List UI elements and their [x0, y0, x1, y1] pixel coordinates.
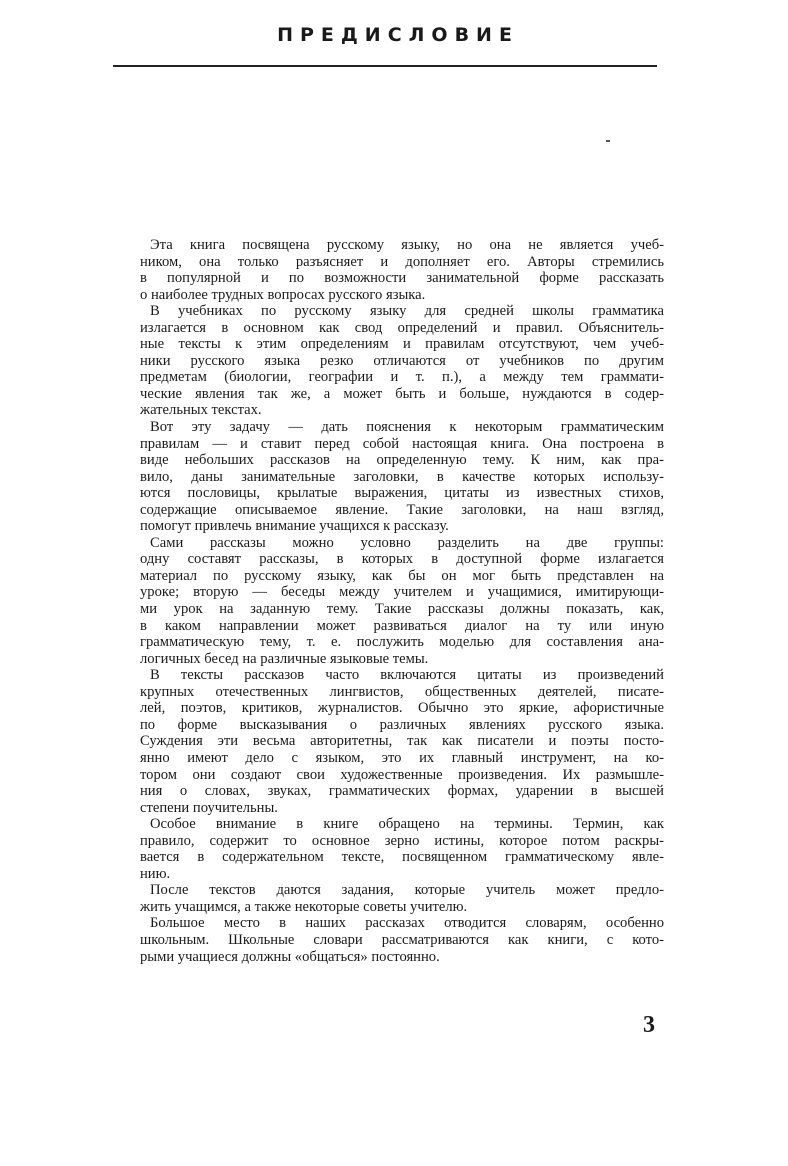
text-line: Сами рассказы можно условно разделить на две группы: [150, 534, 664, 551]
text-line: ются пословицы, крылатые выражения, цитаты из известных стихов, [140, 485, 664, 502]
text-line: содержащие описываемое явление. Такие заголовки, на наш взгляд, [140, 501, 664, 518]
text-line: степени поучительны. [140, 799, 278, 816]
text-line: рыми учащиеся должны «общаться» постоянно. [140, 948, 440, 965]
text-line: предметам (биологии, географии и т. п.), а между тем граммати- [140, 369, 664, 386]
text-line: ные тексты к этим определениям и правилам отсутствуют, чем учеб- [140, 336, 664, 353]
text-line: В учебниках по русскому языку для средней школы грамматика [150, 303, 664, 320]
text-line: лей, поэтов, критиков, журналистов. Обычно это яркие, афористичные [140, 700, 664, 717]
text-line: логичных бесед на различные языковые темы. [140, 650, 429, 667]
text-line: школьным. Школьные словари рассматриваются как книги, с кото- [140, 931, 664, 948]
text-line: о наиболее трудных вопросах русского языка. [140, 286, 426, 303]
paragraph [140, 535, 664, 667]
text-line: уроке; вторую — беседы между учителем и учащимися, имитирующи- [140, 584, 664, 601]
paragraph [140, 303, 664, 419]
text-line: правило, содержит то основное зерно истины, которое потом раскры- [140, 832, 664, 849]
text-line: В тексты рассказов часто включаются цитаты из произведений [150, 667, 664, 684]
text-line: вило, даны занимательные заголовки, в качестве которых использу- [140, 468, 664, 485]
text-line: ники русского языка резко отличаются от учебников по другим [140, 352, 664, 369]
paragraph [140, 237, 664, 303]
text-line: тором они создают свои художественные произведения. Их размышле- [140, 766, 664, 783]
text-line: излагается в основном как свод определений и правил. Объяснитель- [140, 319, 664, 336]
page-title: ПРЕДИСЛОВИЕ [277, 24, 519, 46]
text-line: в каком направлении может развиваться диалог на ту или иную [140, 617, 664, 634]
text-line: Вот эту задачу — дать пояснения к некоторым грамматическим [150, 419, 664, 436]
text-line: одну составят рассказы, в которых в доступной форме излагается [140, 551, 664, 568]
text-line: ми урок на заданную тему. Такие рассказы должны показать, как, [140, 601, 664, 618]
header-rule [113, 65, 657, 67]
text-line: материал по русскому языку, как бы он мог быть представлен на [140, 567, 664, 584]
text-line: жить учащимся, а также некоторые советы учителю. [140, 898, 468, 915]
text-line: Особое внимание в книге обращено на термины. Термин, как [150, 816, 664, 833]
text-line: После текстов даются задания, которые учитель может предло- [150, 882, 664, 899]
text-line: помогут привлечь внимание учащихся к рассказу. [140, 518, 449, 535]
paragraph [140, 882, 664, 915]
paragraph [140, 667, 664, 816]
text-line: крупных отечественных лингвистов, общественных деятелей, писате- [140, 683, 664, 700]
text-line: жательных текстах. [140, 402, 262, 419]
text-line: виде небольших рассказов на определенную тему. К ним, как пра- [140, 452, 664, 469]
text-line: Эта книга посвящена русскому языку, но она не является учеб- [150, 237, 664, 253]
scan-speck [606, 140, 610, 142]
text-line: янно имеют дело с языком, это их главный инструмент, на ко- [140, 749, 664, 766]
text-line: вается в содержательном тексте, посвященном грамматическому явле- [140, 849, 664, 866]
text-line: нию. [140, 865, 171, 882]
page-number: 3 [643, 1012, 655, 1038]
text-line: грамматическую тему, т. е. послужить моделью для составления ана- [140, 634, 664, 651]
text-line: Суждения эти весьма авторитетны, так как писатели и поэты посто- [140, 733, 664, 750]
text-line: в популярной и по возможности занимательной форме рассказать [140, 270, 664, 287]
text-line: ния о словах, звуках, грамматических формах, ударении в высшей [140, 783, 664, 800]
text-line: ческие явления так же, а может быть и больше, нуждаются в содер- [140, 385, 664, 402]
text-line: Большое место в наших рассказах отводится словарям, особенно [150, 915, 664, 932]
paragraph [140, 915, 664, 965]
text-line: правилам — и ставит перед собой настоящая книга. Она построена в [140, 435, 664, 452]
preface-body [140, 237, 664, 965]
text-line: по форме высказывания о различных явлениях русского языка. [140, 716, 664, 733]
text-line: ником, она только разъясняет и дополняет его. Авторы стремились [140, 253, 664, 270]
paragraph [140, 419, 664, 535]
paragraph [140, 816, 664, 882]
